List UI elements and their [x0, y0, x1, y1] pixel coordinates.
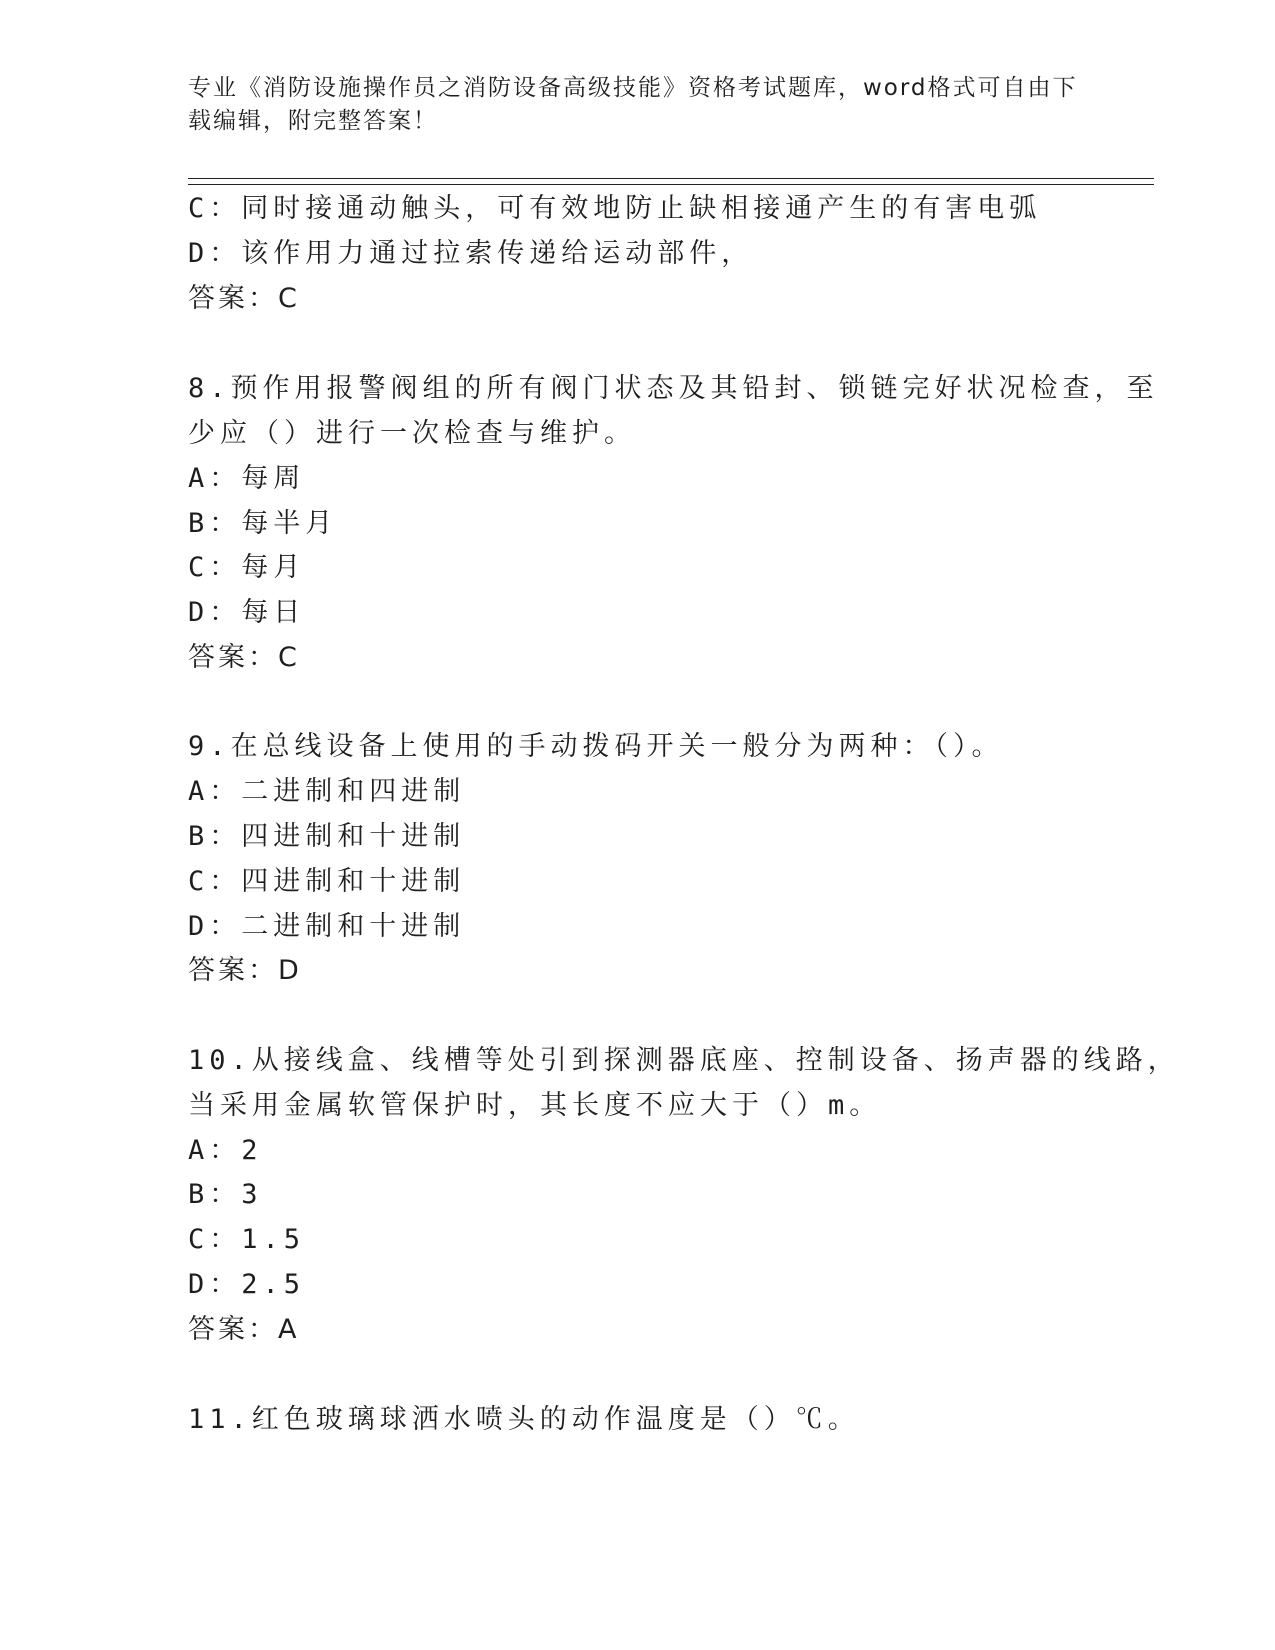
document-header: 专业《消防设施操作员之消防设备高级技能》资格考试题库，word格式可自由下载编辑，附完整答案！ — [188, 75, 1078, 134]
question-9-option-a: A：二进制和四进制 — [188, 776, 466, 807]
option-d-line: D：该作用力通过拉索传递给运动部件， — [188, 238, 754, 269]
question-8-option-a: A：每周 — [188, 463, 306, 494]
question-8-option-d: D：每日 — [188, 597, 306, 628]
question-9-option-c: C：四进制和十进制 — [188, 866, 466, 897]
question-10-option-b: B：3 — [188, 1179, 263, 1210]
header-divider-bottom — [188, 184, 1154, 185]
option-c-line: C：同时接通动触头，可有效地防止缺相接通产生的有害电弧 — [188, 193, 1042, 224]
question-10-line-2: 当采用金属软管保护时，其长度不应大于（）m。 — [188, 1090, 882, 1121]
header-divider-top — [188, 178, 1154, 179]
question-10-line-1: 10.从接线盒、线槽等处引到探测器底座、控制设备、扬声器的线路， — [188, 1045, 1180, 1076]
question-10-answer: 答案：A — [188, 1314, 300, 1345]
question-9-line: 9.在总线设备上使用的手动拨码开关一般分为两种：（）。 — [188, 731, 1004, 762]
question-8-line-2: 少应（）进行一次检查与维护。 — [188, 418, 636, 449]
question-10-option-a: A：2 — [188, 1135, 263, 1166]
question-9-answer: 答案：D — [188, 955, 302, 986]
question-10-option-d: D：2.5 — [188, 1269, 306, 1300]
question-9-option-b: B：四进制和十进制 — [188, 821, 466, 852]
question-10-option-c: C：1.5 — [188, 1224, 306, 1255]
answer-line: 答案：C — [188, 283, 300, 314]
question-8-option-c: C：每月 — [188, 552, 306, 583]
question-11-line: 11.红色玻璃球洒水喷头的动作温度是（）℃。 — [188, 1404, 860, 1435]
question-9-option-d: D：二进制和十进制 — [188, 911, 466, 942]
question-8-option-b: B：每半月 — [188, 508, 338, 539]
question-8-line-1: 8.预作用报警阀组的所有阀门状态及其铅封、锁链完好状况检查，至 — [188, 373, 1159, 404]
question-8-answer: 答案：C — [188, 642, 300, 673]
